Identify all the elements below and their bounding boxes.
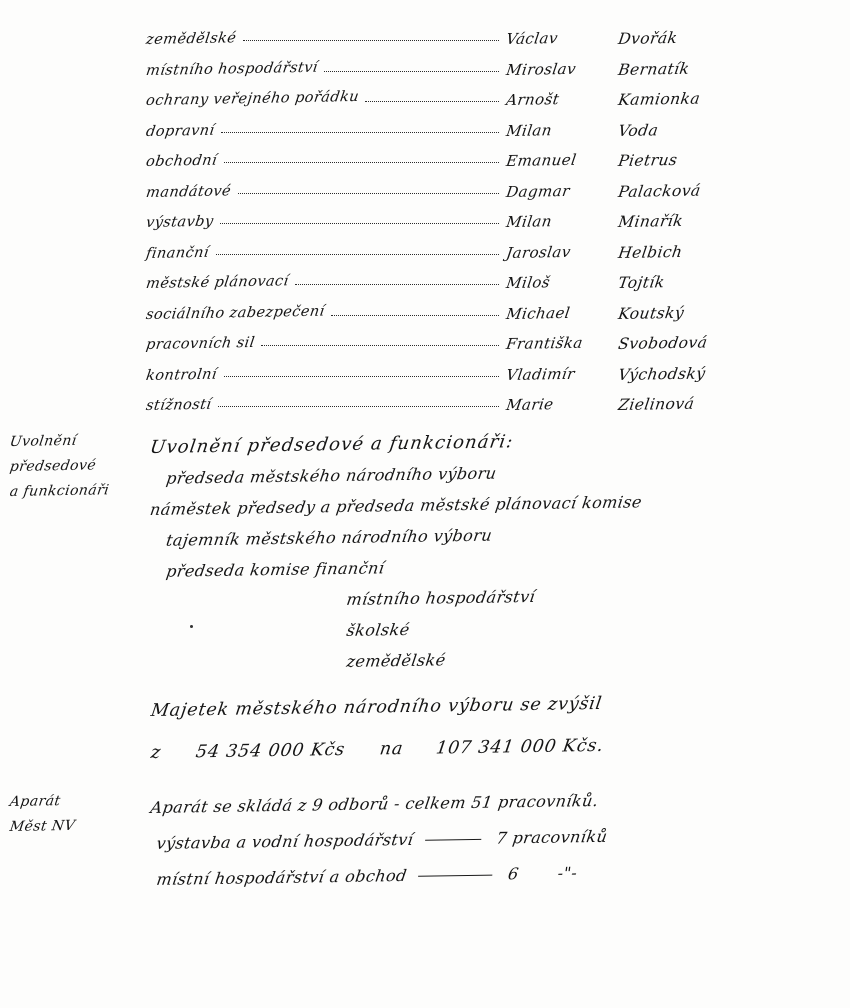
aparat-row-label: místní hospodářství a obchod: [155, 865, 409, 889]
aparat-row-value: 7 pracovníků: [495, 826, 609, 848]
last-name: Koutský: [617, 303, 686, 323]
committee-label: mandátové: [145, 182, 233, 201]
margin-note-line: Aparát: [8, 793, 62, 811]
committee-label: zemědělské: [145, 30, 238, 48]
ink-speck: [190, 625, 193, 628]
first-name: Milan: [505, 120, 554, 140]
first-name: Arnošt: [505, 90, 561, 109]
name-cell: [505, 305, 835, 323]
section-uvolneni: [148, 431, 644, 680]
dotted-leader: [221, 132, 499, 133]
majetek-line-1: Majetek městského národního výboru se zvýšil: [149, 693, 604, 722]
committee-label: dopravní: [145, 122, 216, 140]
name-cell: [505, 61, 835, 79]
table-row: [145, 274, 835, 305]
table-row: [145, 61, 835, 92]
section-subitem: školské: [345, 619, 412, 640]
committee-label: sociálního zabezpečení: [145, 303, 326, 323]
name-cell: [505, 183, 835, 201]
table-row: [145, 152, 835, 183]
first-name: Františka: [505, 333, 585, 353]
last-name: Kamionka: [617, 89, 702, 109]
table-row: [145, 88, 835, 122]
section-line: tajemník městského národního výboru: [164, 525, 494, 550]
committee-label: obchodní: [145, 152, 219, 170]
underline-rule: [418, 875, 492, 877]
aparat-line-1: Aparát se skládá z 9 odborů - celkem 51 pracovníků.: [149, 790, 600, 818]
majetek-middle: na: [378, 739, 405, 760]
last-name: Východský: [617, 363, 707, 384]
dotted-leader: [238, 193, 499, 194]
aparat-row: [148, 855, 610, 898]
margin-note-line: předsedové: [8, 457, 98, 476]
section-majetek: [148, 690, 606, 774]
name-cell: [505, 396, 835, 414]
name-cell: [505, 213, 835, 231]
section-line: náměstek předsedy a předseda městské plánovací komise: [148, 492, 644, 520]
last-name: Pietrus: [617, 150, 679, 170]
dotted-leader: [224, 376, 499, 377]
first-name: Milan: [505, 212, 554, 231]
dotted-leader: [216, 254, 499, 255]
first-name: Václav: [505, 29, 560, 48]
table-row: [145, 363, 835, 397]
name-cell: [505, 244, 835, 262]
amount-from: 54 354 000 Kčs: [194, 739, 347, 763]
name-cell: [505, 30, 835, 48]
name-cell: [505, 91, 835, 109]
table-row: [145, 183, 835, 214]
table-row: [145, 335, 835, 366]
dotted-leader: [331, 315, 499, 316]
first-name: Dagmar: [505, 181, 572, 201]
last-name: Zielinová: [617, 394, 696, 414]
committee-label: finanční: [145, 244, 211, 262]
dotted-leader: [218, 406, 499, 407]
table-row: [145, 213, 835, 244]
last-name: Palacková: [617, 181, 702, 201]
aparat-row-unit: -"-: [556, 863, 579, 883]
first-name: Michael: [505, 303, 572, 323]
dotted-leader: [224, 162, 499, 163]
committee-label: stížností: [145, 396, 213, 414]
first-name: Vladimír: [505, 364, 577, 384]
committee-label: kontrolní: [145, 366, 218, 384]
dotted-leader: [220, 223, 499, 224]
dotted-leader: [324, 71, 499, 72]
last-name: Helbich: [617, 242, 684, 262]
section-aparat: [148, 790, 609, 898]
name-cell: [505, 274, 835, 292]
majetek-prefix: z: [149, 742, 163, 764]
committee-label: ochrany veřejného pořádku: [145, 88, 361, 109]
last-name: Minařík: [617, 211, 685, 231]
section-line: předseda městského národního výboru: [164, 463, 498, 488]
section-line: předseda komise finanční: [164, 558, 386, 581]
table-row: [145, 122, 835, 153]
committee-label: pracovních sil: [145, 334, 256, 353]
dotted-leader: [365, 101, 499, 102]
dotted-leader: [295, 284, 499, 285]
aparat-row-value: 6: [506, 864, 521, 884]
last-name: Bernatík: [617, 59, 691, 79]
last-name: Voda: [617, 120, 660, 140]
last-name: Svobodová: [617, 333, 709, 353]
margin-note-line: a funkcionáři: [8, 482, 111, 501]
margin-note-line: Uvolnění: [8, 432, 78, 451]
section-heading: Uvolnění předsedové a funkcionáři:: [148, 431, 515, 459]
section-subitem: místního hospodářství: [345, 586, 537, 609]
last-name: Dvořák: [617, 28, 679, 48]
dotted-leader: [261, 345, 499, 346]
underline-rule: [425, 839, 481, 841]
name-cell: [505, 152, 835, 170]
last-name: Tojtík: [617, 273, 666, 292]
table-row: [145, 396, 835, 427]
name-cell: [505, 363, 835, 384]
name-cell: [505, 122, 835, 140]
aparat-row-label: výstavba a vodní hospodářství: [155, 829, 415, 853]
table-row: [145, 30, 835, 61]
name-cell: [505, 335, 835, 353]
first-name: Emanuel: [505, 150, 578, 170]
dotted-leader: [243, 40, 499, 41]
first-name: Miloš: [505, 273, 552, 292]
first-name: Marie: [505, 395, 555, 414]
table-row: [145, 244, 835, 275]
margin-note-line: Měst NV: [8, 817, 77, 836]
committee-label: místního hospodářství: [145, 59, 319, 79]
amount-to: 107 341 000 Kčs.: [434, 735, 606, 759]
table-row: [145, 305, 835, 336]
committee-label: výstavby: [145, 213, 215, 231]
first-name: Jaroslav: [505, 242, 572, 262]
first-name: Miroslav: [505, 59, 578, 79]
committee-list: [145, 30, 835, 427]
majetek-line-2: [148, 725, 607, 774]
committee-label: městské plánovací: [145, 273, 290, 292]
margin-note-aparat: [8, 790, 77, 840]
section-subitem: zemědělské: [345, 650, 448, 671]
margin-note-uvolneni: [8, 430, 111, 505]
